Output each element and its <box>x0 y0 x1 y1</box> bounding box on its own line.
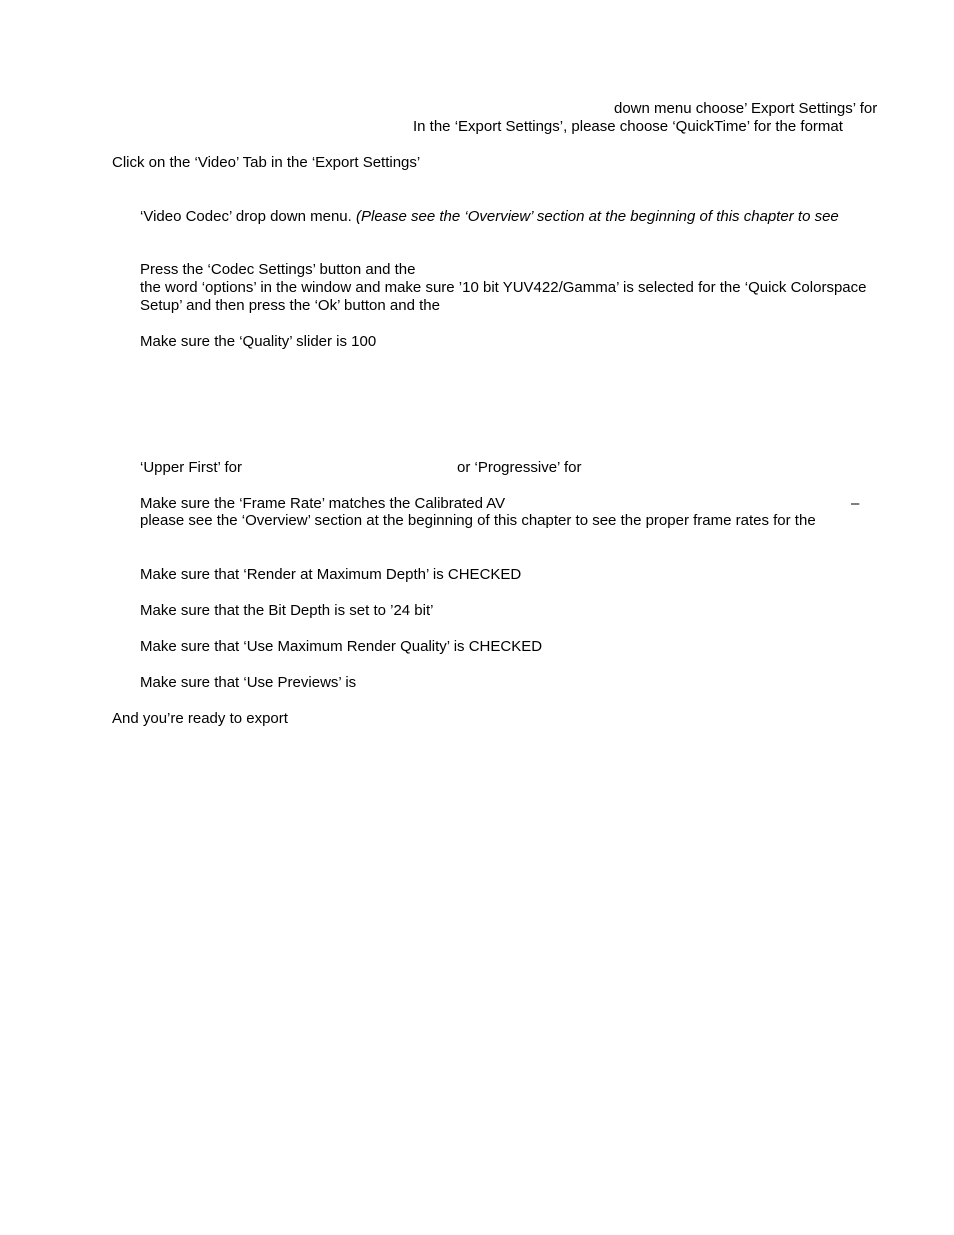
text-render-max-depth: Make sure that ‘Render at Maximum Depth’ is CHECKED <box>140 566 522 583</box>
text-frame-rate-dash: – <box>851 495 860 512</box>
text-use-previews: Make sure that ‘Use Previews’ is <box>140 674 357 691</box>
text-video-codec <box>140 208 839 226</box>
text-codec-setup: Setup’ and then press the ‘Ok’ button and the <box>140 297 440 314</box>
text-quality-slider: Make sure the ‘Quality’ slider is 100 <box>140 333 377 350</box>
text-max-render-quality: Make sure that ‘Use Maximum Render Quality’ is CHECKED <box>140 638 543 655</box>
text-progressive: or ‘Progressive’ for <box>457 459 582 476</box>
text-video-codec-note: (Please see the ‘Overview’ section at the beginning of this chapter to see <box>355 208 839 225</box>
text-bit-depth: Make sure that the Bit Depth is set to ’24 bit’ <box>140 602 434 619</box>
text-frame-rate-note: please see the ‘Overview’ section at the beginning of this chapter to see the proper frame rates for the <box>140 512 816 529</box>
text-export-settings-menu: down menu choose’ Export Settings’ for <box>614 100 878 117</box>
text-ready-to-export: And you’re ready to export <box>112 710 288 727</box>
text-codec-settings: Press the ‘Codec Settings’ button and the <box>140 261 416 278</box>
text-export-format: In the ‘Export Settings’, please choose ‘QuickTime’ for the format <box>413 118 843 135</box>
text-video-tab: Click on the ‘Video’ Tab in the ‘Export Settings’ <box>112 154 421 171</box>
text-upper-first: ‘Upper First’ for <box>140 459 242 476</box>
text-frame-rate: Make sure the ‘Frame Rate’ matches the Calibrated AV <box>140 495 506 512</box>
text-codec-options: the word ‘options’ in the window and make sure ’10 bit YUV422/Gamma’ is selected for the ‘Quick Colorspace <box>140 279 867 296</box>
text-video-codec-label: ‘Video Codec’ drop down menu. <box>140 208 352 225</box>
